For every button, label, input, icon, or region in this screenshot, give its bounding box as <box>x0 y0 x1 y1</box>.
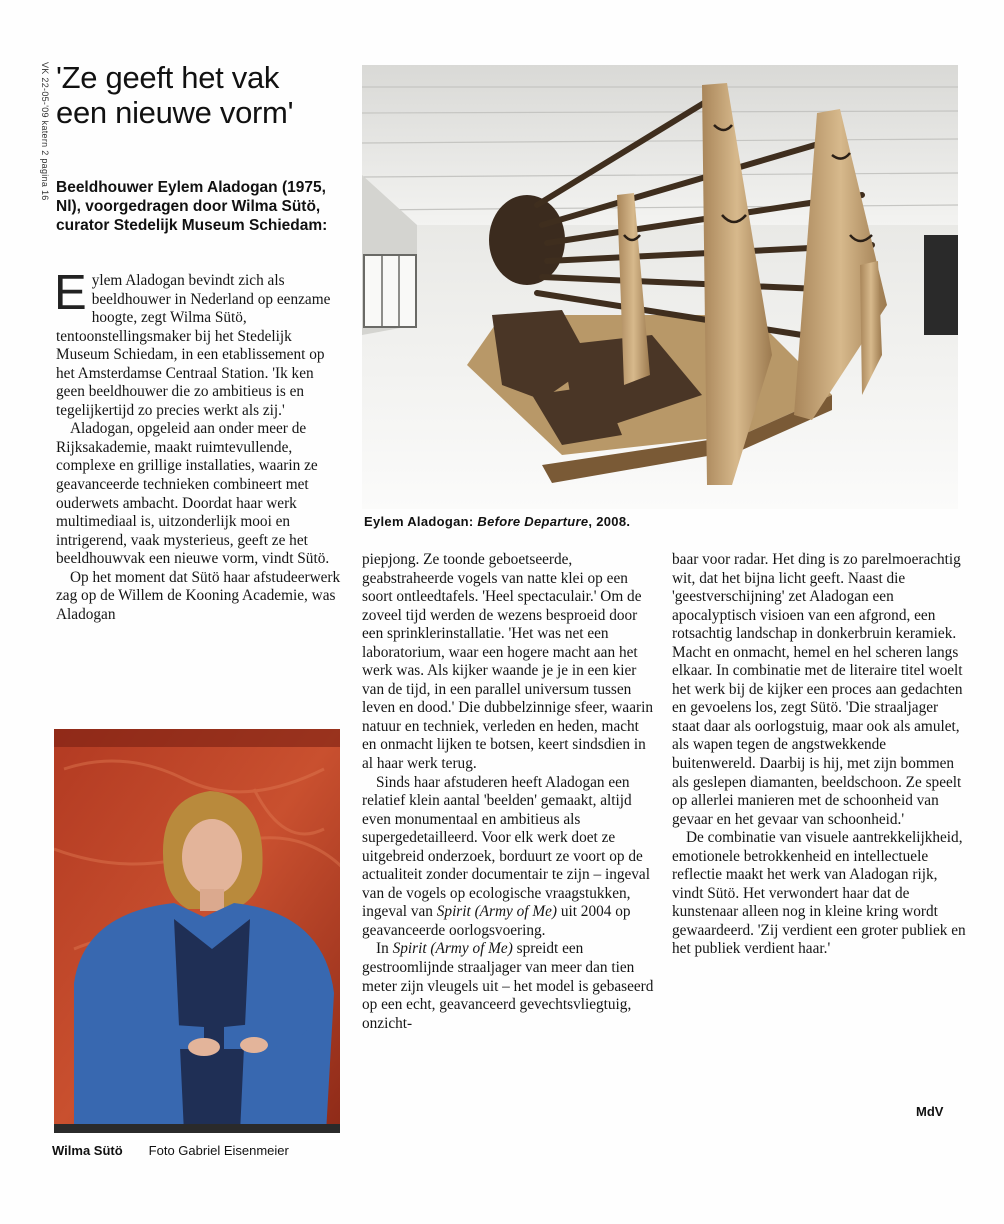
author-initials: MdV <box>916 1104 944 1119</box>
intro-paragraph: Beeldhouwer Eylem Aladogan (1975, Nl), voorgedragen door Wilma Sütö, curator Stedelijk Museum Schiedam: <box>56 179 328 234</box>
headline-line-2: een nieuwe vorm' <box>56 95 294 130</box>
col1-paragraph-1: Eylem Aladogan bevindt zich als beeldhouwer in Nederland op eenzame hoogte, zegt Wilma Sütö, tentoonstellingsmaker bij het Stedelijk Museum Schiedam, in een etablissement op het Amsterdamse Centraal Station. 'Ik ken geen beeldhouwer die zo ambitieus is en tegelijkertijd zo precies werkt als zij.' <box>54 266 331 419</box>
portrait-name: Wilma Sütö <box>52 1143 123 1158</box>
main-photo-caption <box>364 514 630 529</box>
article-column-1 <box>54 266 342 624</box>
sculpture-photo <box>362 65 958 509</box>
col2-paragraph-3: In Spirit (Army of Me) spreidt een gestroomlijnde straaljager van meer dan tien meter zijn vleugels uit – het model is gebaseerd op een echt, geavanceerd gevechtsvliegtuig, onzicht- <box>362 940 654 1032</box>
article-column-3 <box>672 551 968 959</box>
publication-reference: VK 22-05-'09 katern 2 pagina 16 <box>40 62 50 201</box>
col1-paragraph-2: Aladogan, opgeleid aan onder meer de Rijksakademie, maakt ruimtevullende, complexe en grillige installaties, waarin ze geavanceerde technieken combineert met ouderwets ambacht. Doordat haar werk multimediaal is, uitzonderlijk mooi en intrigerend, vaak mysterieus, geeft ze het beeldhouwvak een nieuwe vorm, vindt Sütö. <box>56 420 330 568</box>
drop-cap: E <box>54 266 87 320</box>
col2-paragraph-1: piepjong. Ze toonde geboetseerde, geabstraheerde vogels van natte klei op een soort ontleedtafels. 'Heel spectaculair.' Om de zoveel tijd werden de wezens besproeid door een sprinklerinstallatie. 'Het was net een laboratorium, waar een hogere macht aan het werk was. Als kijker waande je je in een kier van de tijd, in een parallel universum tussen leven en dood.' Die dubbelzinnige sfeer, waarin natuur en techniek, verleden en heden, macht en onmacht lijken te botsen, keert sindsdien in al haar werk terug. <box>362 551 653 773</box>
caption-year: , 2008. <box>588 514 631 529</box>
article-column-2 <box>362 551 656 1033</box>
col2-paragraph-2: Sinds haar afstuderen heeft Aladogan een relatief klein aantal 'beelden' gemaakt, altijd even monumentaal en ambitieus als supergedetailleerd. Voor elk werk doet ze uitgebreid onderzoek, borduurt ze voort op de actualiteit zonder documentair te zijn – ingeval van de vogels op ecologische vraagstukken, ingeval van Spirit (Army of Me) uit 2004 op geavanceerde oorlogsvoering. <box>362 773 650 939</box>
portrait-caption <box>52 1143 289 1158</box>
photo-credit: Foto Gabriel Eisenmeier <box>148 1143 289 1158</box>
col1-paragraph-3: Op het moment dat Sütö haar afstudeerwerk zag op de Willem de Kooning Academie, was Aladogan <box>56 568 341 623</box>
caption-title: Before Departure <box>477 514 589 529</box>
headline <box>56 60 356 130</box>
col3-paragraph-2: De combinatie van visuele aantrekkelijkheid, emotionele betrokkenheid en intellectuele reflectie maakt het werk van Aladogan rijk, vindt Sütö. Het verwondert haar dat de kunstenaar alleen nog in kleine kring wordt gewaardeerd. 'Zij verdient een groter publiek en het publiek verdient haar.' <box>672 829 966 958</box>
headline-line-1: 'Ze geeft het vak <box>56 60 280 95</box>
col3-paragraph-1: baar voor radar. Het ding is zo parelmoerachtig wit, dat het bijna licht geeft. Naast die 'geestverschijning' zet Aladogan een apocalyptisch visioen van een afgrond, een rotsachtig landschap in donkerbruin keramiek. Macht en onmacht, hemel en hel scheren langs elkaar. In combinatie met de literaire titel woelt het werk bij de kijker een proces aan gedachten en gevoelens los, zegt Sütö. 'Die straaljager staat daar als oorlogstuig, maar ook als amulet, als wapen tegen de angstwekkende buitenwereld. Daarbij is hij, met zijn bommen als geslepen diamanten, beeldschoon. Ze speelt op allerlei manieren met de schoonheid van gevaar en het gevaar van schoonheid.' <box>672 551 963 828</box>
portrait-photo <box>54 729 340 1133</box>
caption-artist: Eylem Aladogan: <box>364 514 474 529</box>
